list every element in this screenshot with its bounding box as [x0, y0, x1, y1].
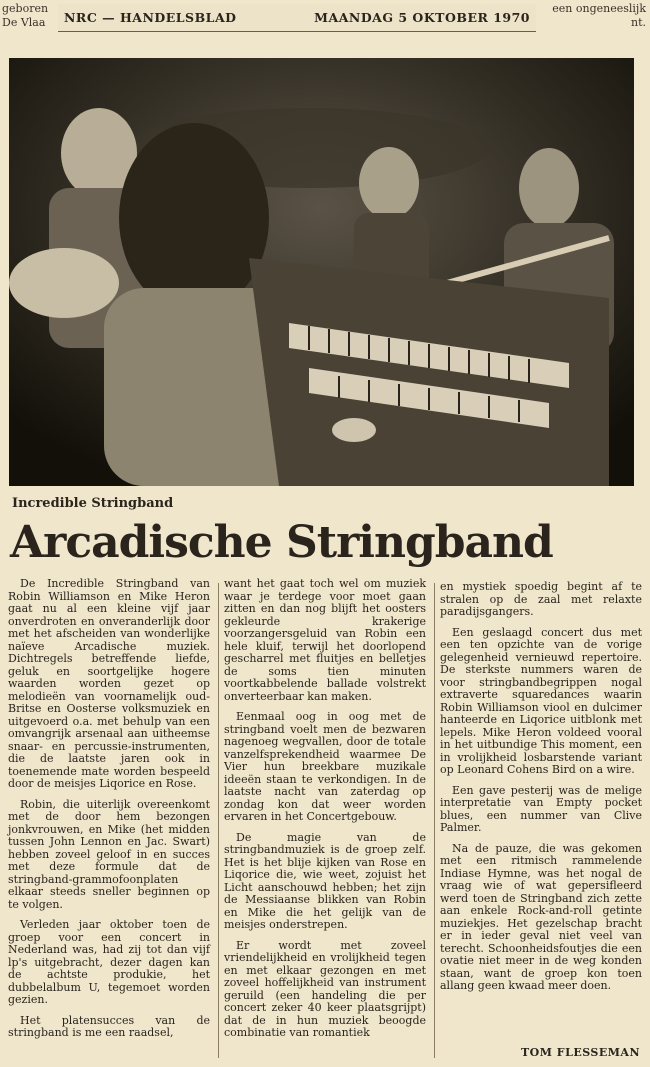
top-strip-right	[528, 2, 646, 30]
paragraph: De Incredible Stringband van Robin Williamson en Mike Heron gaat nu al een kleine vijf jaar onverdroten en onveranderlijk door met het afscheiden van wonderlijke naïeve Arcadische muziek. Dichtregels betreffende liefde, geluk en soortgelijke hogere waarden worden gezet op melodieën van voornamelijk oud-Britse en Oosterse volksmuziek en uitgevoerd o.a. met behulp van een omvangrijk arsenaal aan uitheemse snaar- en percussie-instrumenten, die de laatste jaren ook in toenemende mate worden bespeeld door de meisjes Liqorice en Rose.	[8, 577, 210, 790]
paragraph: Er wordt met zoveel vriendelijkheid en vrolijkheid tegen en met elkaar gezongen en met zoveel hoffelijkheid van instrument geruild (een handeling die per concert zeker 40 keer plaatsgrijpt) dat de in hun muziek beoogde combinatie van romantiek	[224, 938, 426, 1039]
article-kicker: Incredible Stringband	[12, 496, 174, 511]
paragraph: en mystiek spoedig begint af te stralen op de zaal met relaxte paradijsgangers.	[440, 580, 642, 618]
article-column-1	[8, 578, 210, 1048]
strip-left-line: De Vlaa	[2, 16, 46, 29]
column-divider	[218, 583, 219, 1058]
paragraph: Een geslaagd concert dus met een ten opzichte van de vorige gelegenheid vernieuwd repertoire. De sterkste nummers waren de voor stringbandbegrippen nogal extraverte squaredances waarin Robin Williamson viool en dulcimer hanteerde en Liqorice uitblonk met lepels. Mike Heron voldeed vooral in het uitbundige This moment, een in vrolijkheid losbarstende variant op Leonard Cohens Bird on a wire.	[440, 625, 642, 776]
paragraph: Na de pauze, die was gekomen met een ritmisch rammelende Indiase Hymne, was het nogal de vraag wie of wat gepersifleerd werd toen de Stringband zich zette aan enkele Rock-and-roll getinte muziekjes. Het gezelschap bracht er in ieder geval niet veel van terecht. Schoonheidsfoutjes die een ovatie niet meer in de weg konden staan, want de groep kon toen allang geen kwaad meer doen.	[440, 841, 642, 992]
paragraph: Robin, die uiterlijk overeenkomt met de door hem bezongen jonkvrouwen, en Mike (het midden tussen John Lennon en Jac. Swart) hebben zoveel geloof in en succes met deze formule dat de stringband-grammofoonplaten elkaar steeds sneller beginnen op te volgen.	[8, 797, 210, 911]
article-title: Arcadische Stringband	[10, 517, 553, 568]
masthead	[58, 4, 536, 32]
paragraph: Een gave pesterij was de melige interpretatie van Empty pocket blues, een nummer van Clive Palmer.	[440, 783, 642, 834]
issue-date: MAANDAG 5 OKTOBER 1970	[314, 10, 530, 25]
paragraph: Verleden jaar oktober toen de groep voor een concert in Nederland was, had zij tot dan vijf lp's uitgebracht, dezer dagen kan de achtste produkie, het dubbelalbum U, tegemoet worden gezien.	[8, 918, 210, 1006]
top-strip-left	[2, 2, 64, 30]
paragraph: Het platensucces van de stringband is me een raadsel,	[8, 1013, 210, 1039]
byline: TOM FLESSEMAN	[521, 1046, 640, 1059]
article-column-3	[440, 581, 642, 1001]
paragraph: De magie van de stringbandmuziek is de groep zelf. Het is het blije kijken van Rose en Liqorice die, wie weet, zojuist het Licht aanschouwd hebben; het zijn de Messiaanse blikken van Robin en Mike die het gelijk van de meisjes onderstrepen.	[224, 830, 426, 931]
paper-name: NRC — HANDELSBLAD	[64, 10, 237, 25]
paragraph: want het gaat toch wel om muziek waar je terdege voor moet gaan zitten en dan nog blijft het oosters gekleurde krakerige voorzangersgeluid van Robin een hele kluif, terwijl het doorlopend gescharrel met fluitjes en belletjes de soms tien minuten voortkabbelende ballade volstrekt onverteerbaar kan maken.	[224, 577, 426, 703]
paragraph: Eenmaal oog in oog met de stringband voelt men de bezwaren nagenoeg wegvallen, door de totale vanzelfsprekendheid waarmee De Vier hun breekbare muzikale ideeën staan te verkondigen. In de laatste nacht van zaterdag op zondag kon dat weer worden ervaren in het Concertgebouw.	[224, 710, 426, 823]
strip-right-line: nt.	[630, 16, 646, 29]
strip-right-line: een ongeneeslijk	[552, 2, 646, 15]
column-divider	[434, 583, 435, 1058]
article-column-2	[224, 578, 426, 1048]
band-photo-icon	[9, 58, 634, 486]
band-photo	[9, 58, 634, 486]
strip-left-line: geboren	[2, 2, 49, 15]
